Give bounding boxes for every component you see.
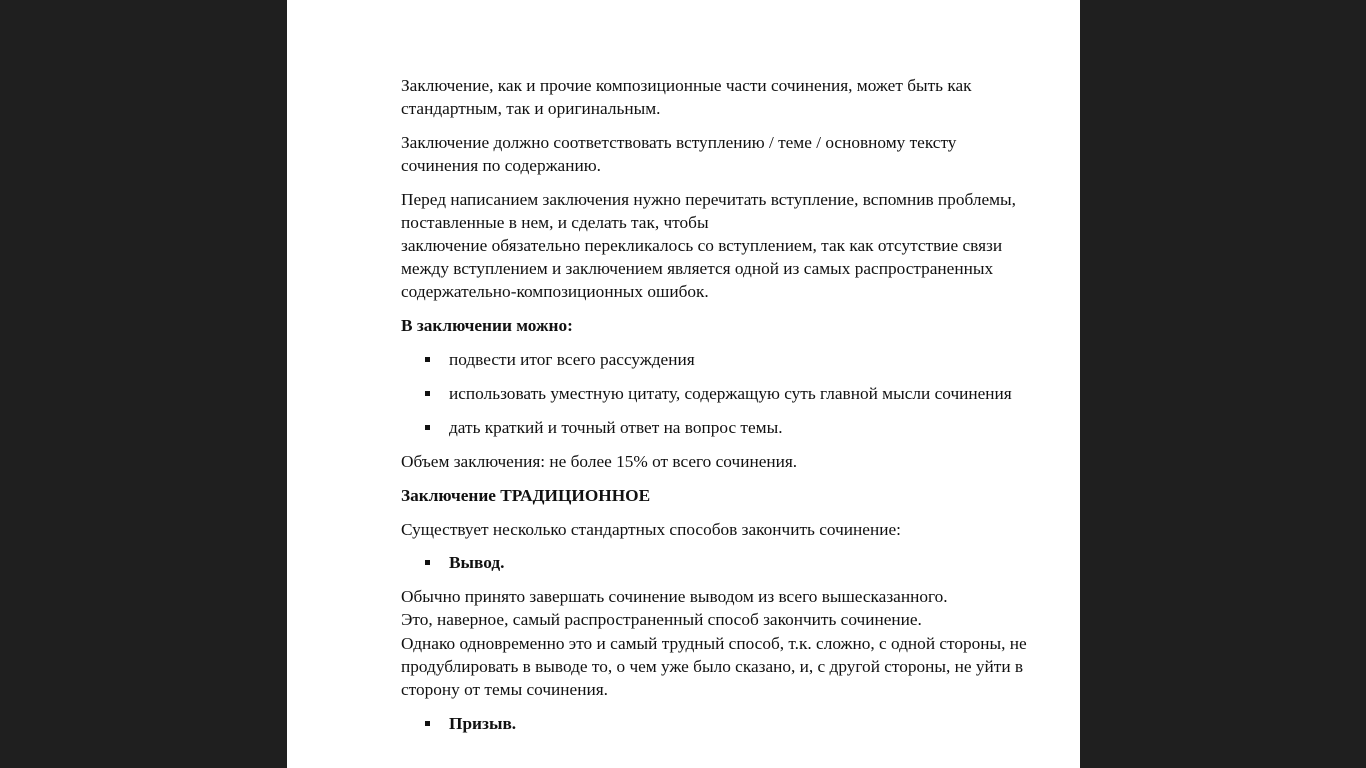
list-item-text: использовать уместную цитату, содержащую суть главной мысли сочинения (449, 384, 1012, 404)
paragraph-intro: Заключение, как и прочие композиционные части сочинения, может быть как стандартным, так и оригинальным. (401, 76, 972, 119)
list-item (401, 348, 1031, 371)
paragraph-reread (401, 188, 1031, 303)
paragraph-conclusion-line1: Обычно принято завершать сочинение выводом из всего вышесказанного. (401, 587, 948, 607)
paragraph-correspondence: Заключение должно соответствовать вступлению / теме / основному тексту сочинения по содержанию. (401, 132, 957, 176)
paragraph-reread-line2: заключение обязательно перекликалось со вступлением, так как отсутствие связи между вступлением и заключением является одной из самых распространенных содержательно-композиционных ошибок. (401, 236, 1003, 302)
heading-traditional: Заключение ТРАДИЦИОННОЕ (401, 485, 651, 505)
square-bullet-icon (425, 391, 430, 396)
square-bullet-icon (425, 357, 430, 362)
list-item (401, 382, 1031, 405)
paragraph-volume: Объем заключения: не более 15% от всего сочинения. (401, 451, 798, 471)
square-bullet-icon (425, 560, 430, 565)
paragraph-traditional-intro: Существует несколько стандартных способов закончить сочинение: (401, 519, 901, 539)
list-item (401, 712, 1031, 735)
list-item-text: дать краткий и точный ответ на вопрос темы. (449, 417, 783, 437)
square-bullet-icon (425, 425, 430, 430)
list-method-conclusion (401, 551, 1031, 574)
list-item-text: Призыв. (449, 713, 517, 733)
list-item-text: Вывод. (449, 553, 505, 573)
heading-conclusion-can: В заключении можно: (401, 316, 573, 336)
paragraph-conclusion-line3: Однако одновременно это и самый трудный способ, т.к. сложно, с одной стороны, не продублировать в выводе то, о чем уже было сказано, и, с другой стороны, не уйти в сторону от темы сочинения. (401, 633, 1027, 699)
square-bullet-icon (425, 721, 430, 726)
list-conclusion-can (401, 348, 1031, 439)
document-page (287, 0, 1080, 768)
list-item (401, 551, 1031, 574)
paragraph-reread-line1: Перед написанием заключения нужно перечитать вступление, вспомнив проблемы, поставленные в нем, и сделать так, чтобы (401, 189, 1016, 233)
paragraph-conclusion-method (401, 585, 1031, 700)
paragraph-conclusion-line2: Это, наверное, самый распространенный способ закончить сочинение. (401, 610, 922, 630)
list-method-appeal (401, 712, 1031, 735)
list-item (401, 416, 1031, 439)
document-content (401, 74, 1031, 746)
list-item-text: подвести итог всего рассуждения (449, 350, 695, 370)
